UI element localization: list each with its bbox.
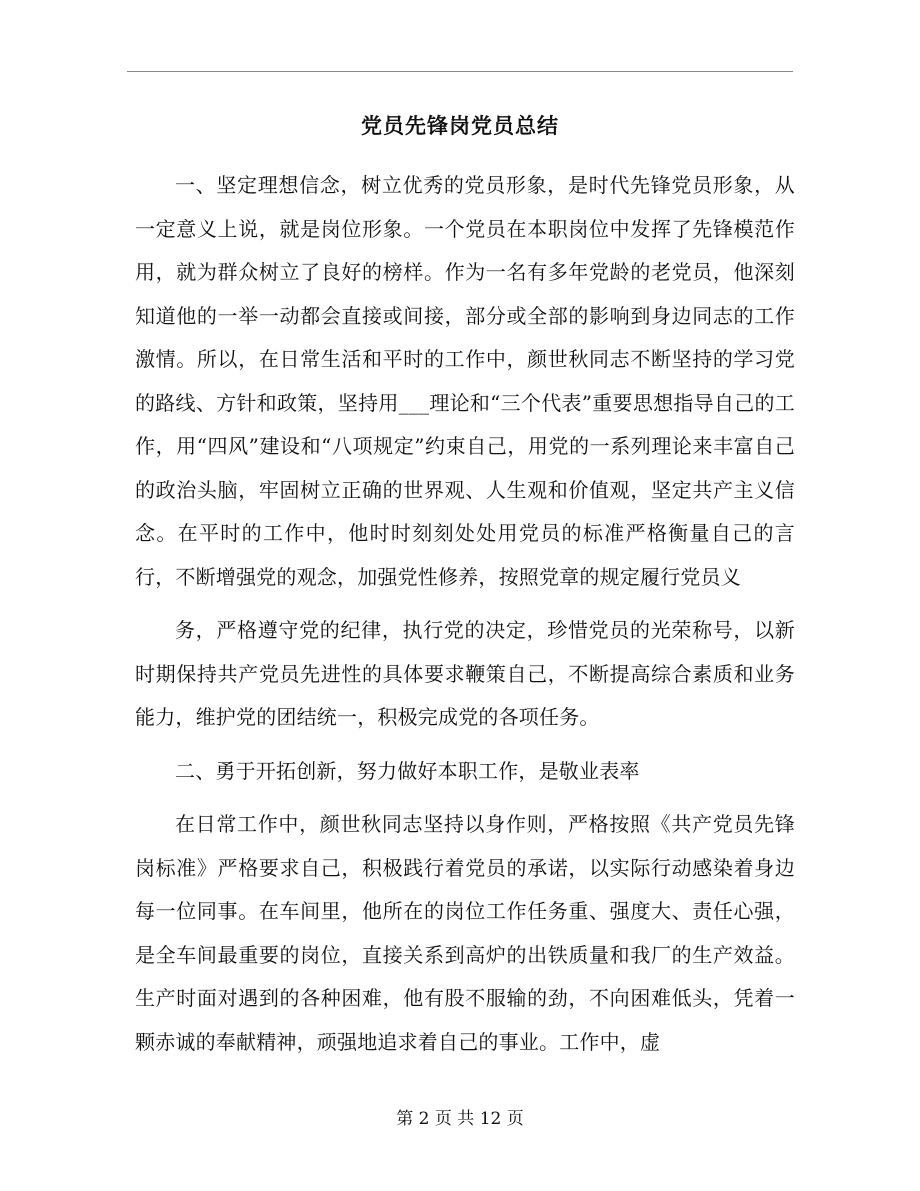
paragraph-3-heading: 二、勇于开拓创新，努力做好本职工作，是敬业表率 bbox=[175, 758, 640, 783]
paragraph-1: 一、坚定理想信念，树立优秀的党员形象，是时代先锋党员形象，从一定意义上说，就是岗位形象。一个党员在本职岗位中发挥了先锋模范作用，就为群众树立了良好的榜样。作为一名有多年党龄的老党员，他深刻知道他的一举一动都会直接或间接，部分或全部的影响到身边同志的工作激情。所以，在日常生活和平时的工作中，颜世秋同志不断坚持的学习党的路线、方针和政策，坚持用___理论和“三个代表”重要思想指导自己的工作，用“四风”建设和“八项规定”约束自己，用党的一系列理论来丰富自己的政治头脑，牢固树立正确的世界观、人生观和价值观，坚定共产主义信念。在平时的工作中，他时时刻刻处处用党员的标准严格衡量自己的言行，不断增强党的观念，加强党性修养，按照党章的规定履行党员义 bbox=[135, 173, 795, 589]
paragraph-2: 务，严格遵守党的纪律，执行党的决定，珍惜党员的光荣称号，以新时期保持共产党员先进性的具体要求鞭策自己，不断提高综合素质和业务能力，维护党的团结统一，积极完成党的各项任务。 bbox=[135, 618, 795, 729]
header-rule bbox=[127, 71, 793, 72]
paragraph-4: 在日常工作中，颜世秋同志坚持以身作则，严格按照《共产党员先锋岗标准》严格要求自己，积极践行着党员的承诺，以实际行动感染着身边每一位同事。在车间里，他所在的岗位工作任务重、强度大、责任心强，是全车间最重要的岗位，直接关系到高炉的出铁质量和我厂的生产效益。生产时面对遇到的各种困难，他有股不服输的劲，不向困难低头，凭着一颗赤诚的奉献精神，顽强地追求着自己的事业。工作中，虚 bbox=[135, 812, 795, 1054]
document-title: 党员先锋岗党员总结 bbox=[361, 113, 559, 138]
document-body bbox=[135, 164, 795, 1064]
page-footer: 第 2 页 共 12 页 bbox=[396, 1109, 524, 1129]
